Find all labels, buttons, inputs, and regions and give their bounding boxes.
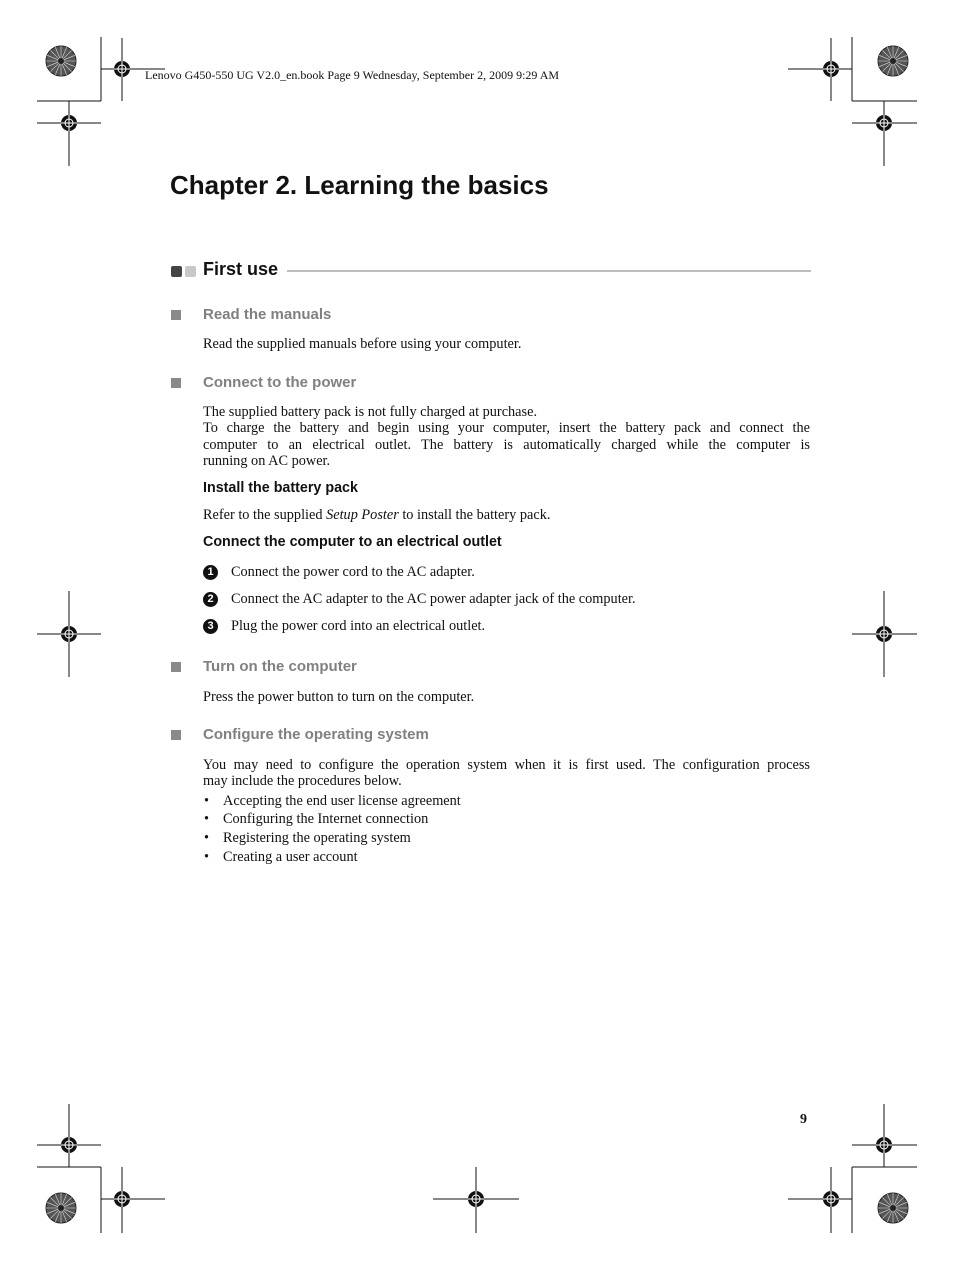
turn-on-text: Press the power button to turn on the computer. [203,689,475,705]
paragraph-line: The supplied battery pack is not fully charged at purchase. [203,404,538,420]
square-bullet-icon [171,730,181,740]
square-bullet-icon [171,378,181,388]
step-item [203,591,810,609]
square-bullet-icon [171,662,181,672]
list-item-text: Configuring the Internet connection [223,811,429,827]
install-battery-text [203,507,810,523]
running-header: Lenovo G450-550 UG V2.0_en.book Page 9 Wednesday, September 2, 2009 9:29 AM [145,68,560,82]
install-text-post: to install the battery pack. [398,507,551,523]
bullet-icon: • [204,830,210,846]
connect-power-paragraph [203,404,810,469]
subheading-turn-on [170,658,810,678]
list-item [203,849,803,867]
subheading-label: Configure the operating system [203,726,429,743]
chapter-title: Chapter 2. Learning the basics [170,170,549,200]
configure-paragraph [203,757,810,790]
paragraph-line: To charge the battery and begin using your computer, insert the battery pack and connect the [203,420,810,437]
list-item [203,811,803,829]
paragraph-line: may include the procedures below. [203,773,402,790]
step-item [203,564,810,582]
section-marker-light-icon [185,266,196,277]
step-number-icon: 3 [203,619,218,634]
paragraph-line: computer to an electrical outlet. The battery is automatically charged while the computer is [203,436,810,453]
connect-outlet-heading: Connect the computer to an electrical outlet [203,534,502,550]
setup-poster-title: Setup Poster [326,507,399,523]
bullet-icon: • [204,811,210,827]
list-item-text: Registering the operating system [223,830,411,846]
install-battery-heading: Install the battery pack [203,480,358,496]
subheading-read-manuals [170,306,810,326]
step-item [203,618,810,636]
step-number-icon: 2 [203,592,218,607]
subheading-configure-os [170,726,810,746]
page-number: 9 [800,1112,807,1127]
list-item [203,830,803,848]
list-item [203,793,803,811]
section-title: First use [203,259,279,279]
section-marker-dark-icon [171,266,182,277]
section-heading [170,259,811,283]
step-number-icon: 1 [203,565,218,580]
install-text-pre: Refer to the supplied [203,507,327,523]
paragraph-line: running on AC power. [203,452,331,469]
step-text: Plug the power cord into an electrical outlet. [231,618,486,634]
subheading-connect-power [170,374,810,394]
bullet-icon: • [204,849,210,865]
square-bullet-icon [171,310,181,320]
read-manuals-text: Read the supplied manuals before using your computer. [203,336,522,352]
bullet-icon: • [204,793,210,809]
section-rule [287,270,811,272]
subheading-label: Turn on the computer [203,658,357,675]
list-item-text: Creating a user account [223,849,358,865]
subheading-label: Connect to the power [203,374,357,391]
subheading-label: Read the manuals [203,306,332,323]
step-text: Connect the AC adapter to the AC power adapter jack of the computer. [231,591,636,607]
step-text: Connect the power cord to the AC adapter. [231,564,475,580]
paragraph-line: You may need to configure the operation system when it is first used. The configuration process [203,757,810,773]
list-item-text: Accepting the end user license agreement [223,793,461,809]
